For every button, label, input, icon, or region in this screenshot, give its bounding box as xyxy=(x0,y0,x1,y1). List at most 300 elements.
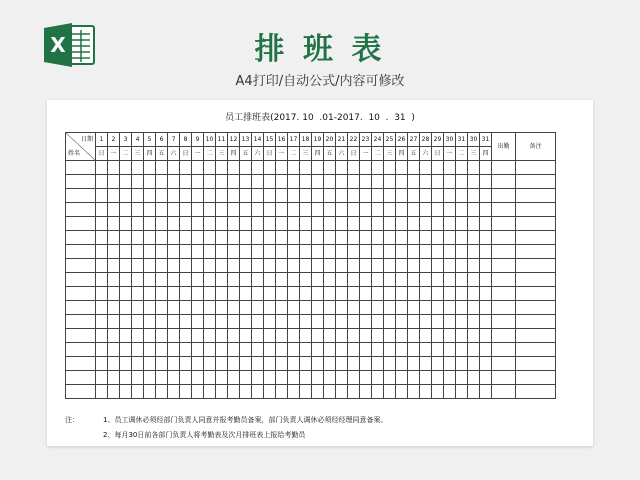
day-number-cell: 31 xyxy=(480,133,492,147)
shift-cell xyxy=(156,287,168,301)
shift-cell xyxy=(312,329,324,343)
shift-cell xyxy=(348,175,360,189)
day-number-cell: 16 xyxy=(276,133,288,147)
shift-cell xyxy=(348,301,360,315)
shift-cell xyxy=(204,189,216,203)
shift-cell xyxy=(276,357,288,371)
shift-cell xyxy=(132,273,144,287)
shift-cell xyxy=(144,371,156,385)
shift-cell xyxy=(252,343,264,357)
weekday-cell: 六 xyxy=(168,147,180,161)
shift-cell xyxy=(192,385,204,399)
weekday-cell: 三 xyxy=(384,147,396,161)
shift-cell xyxy=(288,259,300,273)
shift-cell xyxy=(204,357,216,371)
shift-cell xyxy=(420,357,432,371)
shift-cell xyxy=(228,343,240,357)
shift-cell xyxy=(372,189,384,203)
shift-cell xyxy=(312,343,324,357)
shift-cell xyxy=(192,357,204,371)
shift-cell xyxy=(360,315,372,329)
attendance-cell xyxy=(492,315,516,329)
table-row xyxy=(66,301,556,315)
shift-cell xyxy=(204,203,216,217)
shift-cell xyxy=(156,259,168,273)
shift-cell xyxy=(348,203,360,217)
shift-cell xyxy=(180,231,192,245)
shift-cell xyxy=(264,203,276,217)
shift-cell xyxy=(324,259,336,273)
shift-cell xyxy=(204,301,216,315)
shift-cell xyxy=(348,385,360,399)
shift-cell xyxy=(228,161,240,175)
shift-cell xyxy=(192,287,204,301)
shift-cell xyxy=(276,203,288,217)
table-row xyxy=(66,231,556,245)
shift-cell xyxy=(408,371,420,385)
shift-cell xyxy=(420,231,432,245)
shift-cell xyxy=(132,343,144,357)
shift-cell xyxy=(372,301,384,315)
shift-cell xyxy=(132,161,144,175)
shift-cell xyxy=(168,287,180,301)
shift-cell xyxy=(204,231,216,245)
remarks-cell xyxy=(516,189,556,203)
shift-cell xyxy=(468,301,480,315)
shift-cell xyxy=(480,245,492,259)
shift-cell xyxy=(168,315,180,329)
shift-cell xyxy=(432,175,444,189)
shift-cell xyxy=(252,203,264,217)
table-row xyxy=(66,329,556,343)
shift-cell xyxy=(360,259,372,273)
shift-cell xyxy=(468,371,480,385)
weekday-cell: 三 xyxy=(132,147,144,161)
shift-cell xyxy=(192,315,204,329)
shift-cell xyxy=(264,385,276,399)
shift-cell xyxy=(108,343,120,357)
weekday-cell: 三 xyxy=(216,147,228,161)
shift-cell xyxy=(324,161,336,175)
shift-cell xyxy=(252,245,264,259)
shift-cell xyxy=(216,259,228,273)
shift-cell xyxy=(204,217,216,231)
shift-cell xyxy=(432,343,444,357)
shift-cell xyxy=(480,189,492,203)
shift-cell xyxy=(288,217,300,231)
shift-cell xyxy=(348,189,360,203)
shift-cell xyxy=(252,259,264,273)
shift-cell xyxy=(312,287,324,301)
shift-cell xyxy=(480,385,492,399)
table-row xyxy=(66,175,556,189)
shift-cell xyxy=(372,329,384,343)
shift-cell xyxy=(456,315,468,329)
shift-cell xyxy=(240,203,252,217)
shift-cell xyxy=(252,189,264,203)
shift-cell xyxy=(420,161,432,175)
shift-cell xyxy=(132,287,144,301)
shift-cell xyxy=(408,189,420,203)
shift-cell xyxy=(468,385,480,399)
shift-cell xyxy=(396,287,408,301)
shift-cell xyxy=(324,217,336,231)
shift-cell xyxy=(108,259,120,273)
shift-cell xyxy=(384,217,396,231)
shift-cell xyxy=(456,175,468,189)
shift-cell xyxy=(408,203,420,217)
shift-cell xyxy=(348,343,360,357)
shift-cell xyxy=(96,189,108,203)
shift-cell xyxy=(216,287,228,301)
day-number-cell: 9 xyxy=(192,133,204,147)
remarks-cell xyxy=(516,329,556,343)
shift-cell xyxy=(420,385,432,399)
shift-cell xyxy=(204,259,216,273)
employee-name-cell xyxy=(66,343,96,357)
shift-cell xyxy=(216,231,228,245)
day-number-cell: 23 xyxy=(360,133,372,147)
shift-cell xyxy=(276,189,288,203)
shift-cell xyxy=(468,259,480,273)
weekday-cell: 二 xyxy=(120,147,132,161)
day-number-cell: 15 xyxy=(264,133,276,147)
weekday-cell: 五 xyxy=(240,147,252,161)
shift-cell xyxy=(288,273,300,287)
shift-cell xyxy=(204,161,216,175)
shift-cell xyxy=(420,189,432,203)
shift-cell xyxy=(240,371,252,385)
shift-cell xyxy=(444,245,456,259)
shift-cell xyxy=(324,203,336,217)
shift-cell xyxy=(192,273,204,287)
shift-cell xyxy=(240,161,252,175)
shift-cell xyxy=(312,357,324,371)
shift-cell xyxy=(264,161,276,175)
shift-cell xyxy=(336,259,348,273)
weekday-cell: 四 xyxy=(312,147,324,161)
shift-cell xyxy=(372,203,384,217)
shift-cell xyxy=(336,245,348,259)
day-number-cell: 21 xyxy=(336,133,348,147)
shift-cell xyxy=(384,357,396,371)
shift-cell xyxy=(96,329,108,343)
shift-cell xyxy=(276,343,288,357)
shift-cell xyxy=(360,273,372,287)
shift-cell xyxy=(384,231,396,245)
shift-cell xyxy=(180,329,192,343)
shift-cell xyxy=(444,231,456,245)
shift-cell xyxy=(360,329,372,343)
shift-cell xyxy=(276,315,288,329)
day-number-cell: 18 xyxy=(300,133,312,147)
shift-cell xyxy=(480,315,492,329)
shift-cell xyxy=(396,175,408,189)
shift-cell xyxy=(276,273,288,287)
shift-cell xyxy=(96,287,108,301)
shift-cell xyxy=(228,175,240,189)
shift-cell xyxy=(276,217,288,231)
table-row xyxy=(66,189,556,203)
shift-cell xyxy=(264,371,276,385)
shift-cell xyxy=(288,343,300,357)
shift-cell xyxy=(312,231,324,245)
shift-cell xyxy=(108,371,120,385)
shift-cell xyxy=(336,315,348,329)
shift-cell xyxy=(360,385,372,399)
attendance-header: 出勤 xyxy=(492,133,516,161)
shift-cell xyxy=(216,161,228,175)
weekday-cell: 五 xyxy=(324,147,336,161)
shift-cell xyxy=(168,329,180,343)
weekday-cell: 三 xyxy=(300,147,312,161)
weekday-cell: 一 xyxy=(360,147,372,161)
weekday-cell: 一 xyxy=(108,147,120,161)
shift-cell xyxy=(432,385,444,399)
shift-cell xyxy=(168,175,180,189)
day-number-cell: 3 xyxy=(120,133,132,147)
day-number-cell: 31 xyxy=(456,133,468,147)
shift-cell xyxy=(168,217,180,231)
shift-cell xyxy=(252,287,264,301)
weekday-cell: 一 xyxy=(444,147,456,161)
day-number-cell: 28 xyxy=(420,133,432,147)
shift-cell xyxy=(264,315,276,329)
shift-cell xyxy=(456,273,468,287)
shift-cell xyxy=(156,217,168,231)
shift-cell xyxy=(396,273,408,287)
shift-cell xyxy=(420,217,432,231)
table-row xyxy=(66,371,556,385)
shift-cell xyxy=(144,329,156,343)
shift-cell xyxy=(96,245,108,259)
banner-title: 排 班 表 xyxy=(254,32,386,67)
shift-cell xyxy=(300,287,312,301)
shift-cell xyxy=(132,217,144,231)
note-item: 1、员工调休必须经部门负责人同意并报考勤员备案，部门负责人调休必须经经理同意备案。 xyxy=(103,416,388,424)
shift-cell xyxy=(120,301,132,315)
shift-cell xyxy=(432,189,444,203)
shift-cell xyxy=(216,217,228,231)
weekday-cell: 二 xyxy=(288,147,300,161)
shift-cell xyxy=(288,371,300,385)
shift-cell xyxy=(264,357,276,371)
shift-cell xyxy=(480,259,492,273)
shift-cell xyxy=(120,315,132,329)
shift-cell xyxy=(468,329,480,343)
shift-cell xyxy=(444,343,456,357)
day-number-cell: 20 xyxy=(324,133,336,147)
shift-cell xyxy=(144,273,156,287)
day-number-cell: 5 xyxy=(144,133,156,147)
day-number-cell: 12 xyxy=(228,133,240,147)
shift-cell xyxy=(180,259,192,273)
employee-name-cell xyxy=(66,357,96,371)
remarks-header: 备注 xyxy=(516,133,556,161)
shift-cell xyxy=(456,259,468,273)
shift-cell xyxy=(264,189,276,203)
shift-cell xyxy=(216,371,228,385)
shift-cell xyxy=(264,175,276,189)
shift-cell xyxy=(396,357,408,371)
shift-cell xyxy=(144,287,156,301)
shift-cell xyxy=(396,231,408,245)
shift-cell xyxy=(120,371,132,385)
shift-cell xyxy=(156,231,168,245)
attendance-cell xyxy=(492,343,516,357)
shift-cell xyxy=(204,343,216,357)
shift-cell xyxy=(156,245,168,259)
shift-cell xyxy=(432,259,444,273)
shift-cell xyxy=(420,301,432,315)
shift-cell xyxy=(216,329,228,343)
shift-cell xyxy=(336,301,348,315)
shift-cell xyxy=(324,245,336,259)
shift-cell xyxy=(300,231,312,245)
shift-cell xyxy=(120,175,132,189)
notes-label: 注： xyxy=(65,416,79,424)
remarks-cell xyxy=(516,315,556,329)
shift-cell xyxy=(132,259,144,273)
attendance-cell xyxy=(492,287,516,301)
shift-cell xyxy=(180,357,192,371)
shift-cell xyxy=(264,287,276,301)
shift-cell xyxy=(420,287,432,301)
shift-cell xyxy=(432,203,444,217)
shift-cell xyxy=(372,245,384,259)
shift-cell xyxy=(276,161,288,175)
day-number-cell: 14 xyxy=(252,133,264,147)
shift-cell xyxy=(360,217,372,231)
weekday-cell: 日 xyxy=(432,147,444,161)
note-item: 2、每月30日前各部门负责人将考勤表及次月排班表上报给考勤员 xyxy=(103,431,306,439)
date-label: 日期 xyxy=(80,136,93,143)
shift-cell xyxy=(300,217,312,231)
shift-cell xyxy=(144,175,156,189)
shift-cell xyxy=(132,385,144,399)
shift-cell xyxy=(324,301,336,315)
shift-cell xyxy=(156,301,168,315)
shift-cell xyxy=(180,217,192,231)
shift-cell xyxy=(468,231,480,245)
shift-cell xyxy=(204,175,216,189)
shift-cell xyxy=(468,175,480,189)
weekday-cell: 一 xyxy=(276,147,288,161)
shift-cell xyxy=(396,189,408,203)
shift-cell xyxy=(156,175,168,189)
shift-cell xyxy=(192,259,204,273)
weekday-cell: 五 xyxy=(156,147,168,161)
shift-cell xyxy=(108,203,120,217)
remarks-cell xyxy=(516,231,556,245)
shift-cell xyxy=(312,371,324,385)
weekday-cell: 日 xyxy=(180,147,192,161)
shift-cell xyxy=(444,175,456,189)
shift-cell xyxy=(360,231,372,245)
shift-cell xyxy=(444,189,456,203)
shift-cell xyxy=(336,385,348,399)
shift-cell xyxy=(348,315,360,329)
shift-cell xyxy=(132,329,144,343)
shift-cell xyxy=(396,315,408,329)
shift-cell xyxy=(336,357,348,371)
weekday-cell: 日 xyxy=(348,147,360,161)
day-number-cell: 24 xyxy=(372,133,384,147)
shift-cell xyxy=(228,273,240,287)
shift-cell xyxy=(312,203,324,217)
shift-cell xyxy=(420,329,432,343)
shift-cell xyxy=(240,357,252,371)
shift-cell xyxy=(204,245,216,259)
shift-cell xyxy=(456,371,468,385)
shift-cell xyxy=(156,161,168,175)
shift-cell xyxy=(480,371,492,385)
shift-cell xyxy=(228,329,240,343)
shift-cell xyxy=(180,273,192,287)
attendance-cell xyxy=(492,231,516,245)
shift-cell xyxy=(432,245,444,259)
shift-cell xyxy=(324,357,336,371)
shift-cell xyxy=(144,231,156,245)
shift-cell xyxy=(480,343,492,357)
attendance-cell xyxy=(492,245,516,259)
shift-cell xyxy=(372,371,384,385)
shift-cell xyxy=(288,189,300,203)
shift-cell xyxy=(240,245,252,259)
shift-cell xyxy=(216,301,228,315)
shift-cell xyxy=(240,273,252,287)
day-number-cell: 6 xyxy=(156,133,168,147)
shift-cell xyxy=(120,385,132,399)
shift-cell xyxy=(264,301,276,315)
employee-name-cell xyxy=(66,385,96,399)
day-number-cell: 2 xyxy=(108,133,120,147)
shift-cell xyxy=(396,343,408,357)
shift-cell xyxy=(336,273,348,287)
shift-cell xyxy=(192,329,204,343)
banner-subtitle: A4打印/自动公式/内容可修改 xyxy=(235,74,405,89)
shift-cell xyxy=(240,287,252,301)
shift-cell xyxy=(300,175,312,189)
shift-cell xyxy=(312,385,324,399)
shift-cell xyxy=(168,203,180,217)
shift-cell xyxy=(156,273,168,287)
weekday-cell: 四 xyxy=(396,147,408,161)
shift-cell xyxy=(396,301,408,315)
day-number-cell: 25 xyxy=(384,133,396,147)
shift-cell xyxy=(288,287,300,301)
shift-cell xyxy=(480,231,492,245)
shift-cell xyxy=(396,259,408,273)
table-row xyxy=(66,245,556,259)
shift-cell xyxy=(348,259,360,273)
day-number-cell: 4 xyxy=(132,133,144,147)
shift-cell xyxy=(420,315,432,329)
shift-cell xyxy=(228,217,240,231)
shift-cell xyxy=(132,371,144,385)
shift-cell xyxy=(456,231,468,245)
attendance-cell xyxy=(492,371,516,385)
shift-cell xyxy=(408,343,420,357)
shift-cell xyxy=(144,357,156,371)
shift-cell xyxy=(156,329,168,343)
employee-name-cell xyxy=(66,315,96,329)
shift-cell xyxy=(432,217,444,231)
shift-cell xyxy=(168,245,180,259)
shift-cell xyxy=(192,189,204,203)
shift-cell xyxy=(168,301,180,315)
shift-cell xyxy=(204,329,216,343)
